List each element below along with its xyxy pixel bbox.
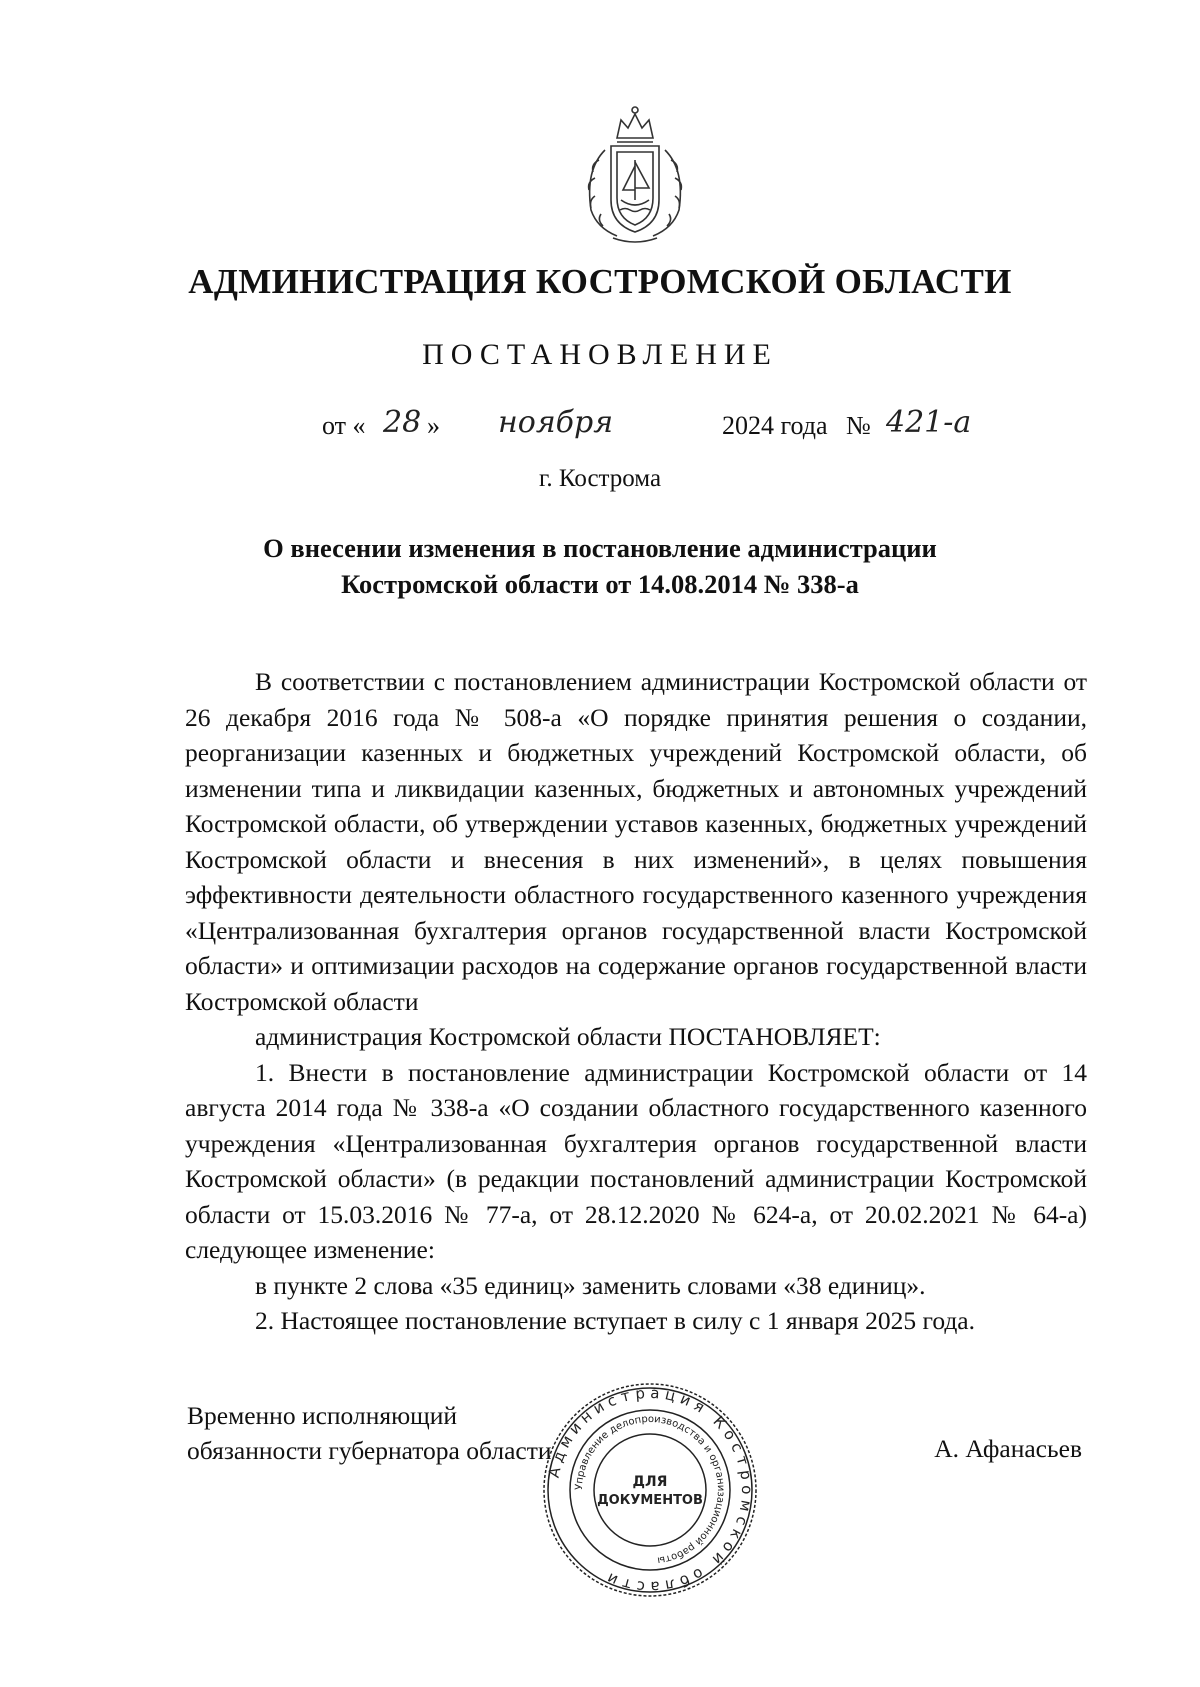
organization-title: АДМИНИСТРАЦИЯ КОСТРОМСКОЙ ОБЛАСТИ: [188, 262, 1012, 301]
document-body: [185, 664, 1087, 1339]
date-day: 28: [383, 405, 422, 440]
kostroma-coat-of-arms-icon: [555, 100, 715, 250]
city: г. Кострома: [538, 465, 662, 492]
number-sign: №: [846, 411, 871, 440]
body-paragraph-2: администрация Костромской области ПОСТАНОВЛЯЕТ:: [255, 1022, 881, 1051]
body-paragraph-1: В соответствии с постановлением администрации Костромской области от 26 декабря 2016 года № 508-а «О порядке принятия решения о создании, реорганизации казенных и бюджетных учреждений Костромской области, об изменении типа и ликвидации казенных, бюджетных и автономных учреждений Костромской области, об утверждении уставов казенных, бюджетных учреждений Костромской области и внесения в них изменений», в целях повышения эффективности деятельности областного государственного казенного учреждения «Централизованная бухгалтерия органов государственной власти Костромской области» и оптимизации расходов на содержание органов государственной власти Костромской области: [185, 667, 1087, 1016]
date-day-close: »: [427, 411, 440, 440]
document-subject: [0, 530, 1200, 602]
document-number: 421-а: [886, 405, 972, 440]
date-prefix: от «: [322, 411, 366, 440]
date-year: 2024 года: [722, 411, 828, 440]
signatory-title-line-2: обязанности губернатора области: [187, 1436, 552, 1465]
stamp-outer-text: Администрация Костромской области: [544, 1383, 757, 1597]
subject-line-2: Костромской области от 14.08.2014 № 338-а: [341, 569, 859, 599]
stamp-center-line-2: ДОКУМЕНТОВ: [597, 1493, 703, 1508]
signatory-title: [187, 1398, 552, 1468]
body-paragraph-3: 1. Внести в постановление администрации Костромской области от 14 августа 2014 года № 338-а «О создании областного государственного казенного учреждения «Централизованная бухгалтерия органов государственной власти Костромской области» (в редакции постановлений администрации Костромской области от 15.03.2016 № 77-а, от 28.12.2020 № 624-а, от 20.02.2021 № 64-а) следующее изменение:: [185, 1057, 1087, 1264]
signatory-name: А. Афанасьев: [934, 1434, 1082, 1463]
body-paragraph-4: в пункте 2 слова «35 единиц» заменить словами «38 единиц».: [255, 1270, 926, 1300]
date-month: ноября: [498, 405, 614, 440]
document-type: ПОСТАНОВЛЕНИЕ: [422, 338, 778, 371]
signatory-title-line-1: Временно исполняющий: [187, 1401, 458, 1430]
body-paragraph-5: 2. Настоящее постановление вступает в силу с 1 января 2025 года.: [255, 1306, 976, 1335]
subject-line-1: О внесении изменения в постановление администрации: [263, 533, 937, 563]
stamp-center-line-1: ДЛЯ: [632, 1474, 668, 1490]
date-line: [0, 405, 1200, 455]
official-stamp-icon: [540, 1380, 760, 1600]
stamp-inner-text: Управление делопроизводства и организационной работы: [573, 1413, 727, 1566]
